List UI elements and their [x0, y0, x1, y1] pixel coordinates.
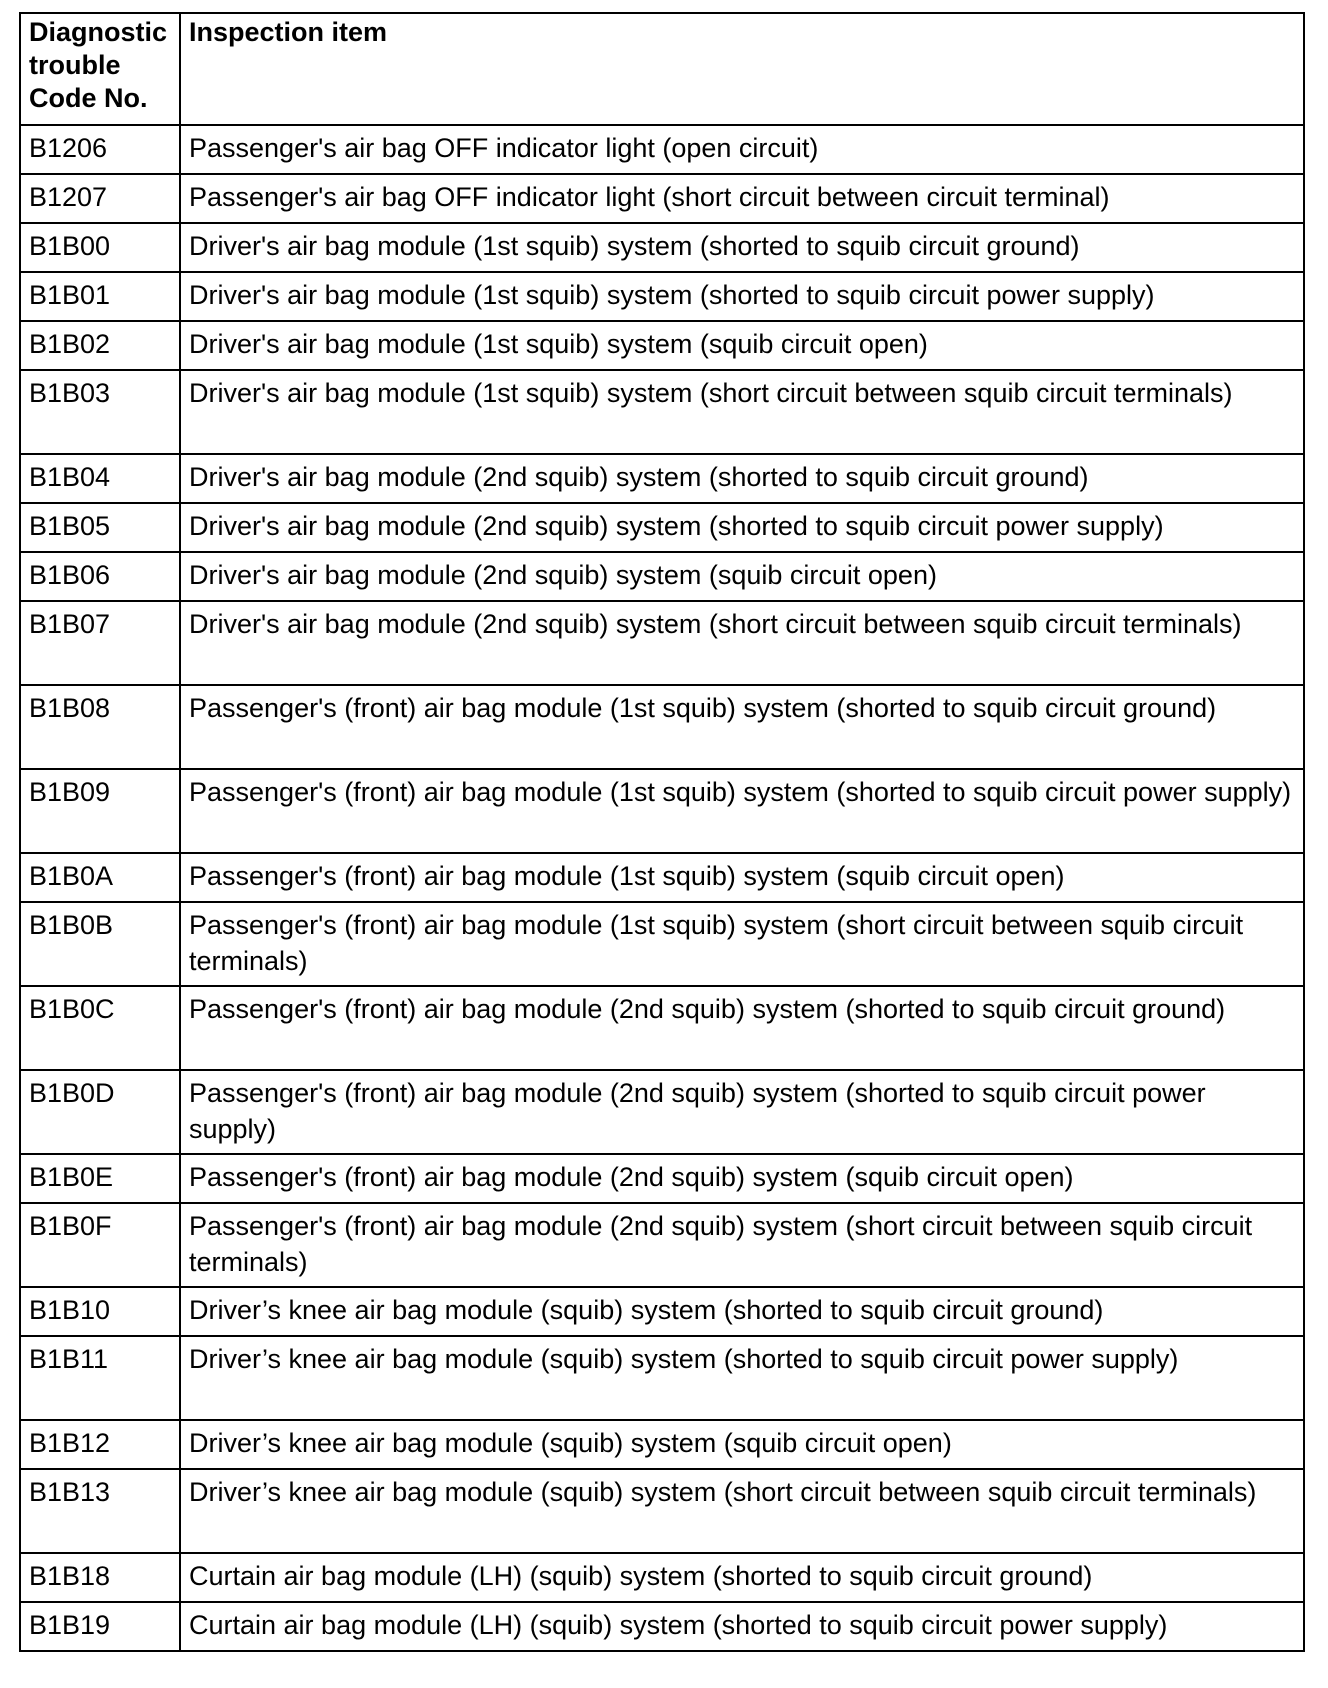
inspection-item: Driver’s knee air bag module (squib) system (shorted to squib circuit power supply)	[180, 1336, 1304, 1420]
table-row	[20, 321, 1304, 370]
table-row	[20, 986, 1304, 1070]
dtc-code: B1B0E	[20, 1154, 180, 1203]
inspection-item: Driver's air bag module (1st squib) system (squib circuit open)	[180, 321, 1304, 370]
dtc-code: B1B04	[20, 454, 180, 503]
inspection-item: Driver's air bag module (2nd squib) system (squib circuit open)	[180, 552, 1304, 601]
dtc-code: B1B08	[20, 685, 180, 769]
table-row	[20, 223, 1304, 272]
inspection-item: Driver's air bag module (1st squib) system (short circuit between squib circuit terminals)	[180, 370, 1304, 454]
dtc-code: B1B0B	[20, 902, 180, 986]
inspection-item: Passenger's (front) air bag module (2nd squib) system (short circuit between squib circuit terminals)	[180, 1203, 1304, 1287]
inspection-item: Driver's air bag module (2nd squib) system (short circuit between squib circuit terminals)	[180, 601, 1304, 685]
dtc-code: B1B0A	[20, 853, 180, 902]
dtc-code: B1B02	[20, 321, 180, 370]
table-row	[20, 552, 1304, 601]
dtc-code: B1B0D	[20, 1070, 180, 1154]
inspection-item: Passenger's (front) air bag module (2nd squib) system (shorted to squib circuit power supply)	[180, 1070, 1304, 1154]
inspection-item: Driver's air bag module (2nd squib) system (shorted to squib circuit ground)	[180, 454, 1304, 503]
dtc-code: B1B11	[20, 1336, 180, 1420]
inspection-item: Passenger's (front) air bag module (2nd squib) system (squib circuit open)	[180, 1154, 1304, 1203]
table-header-row	[20, 13, 1304, 125]
inspection-item: Driver's air bag module (1st squib) system (shorted to squib circuit ground)	[180, 223, 1304, 272]
inspection-item: Driver’s knee air bag module (squib) system (short circuit between squib circuit terminals)	[180, 1469, 1304, 1553]
dtc-code: B1B0C	[20, 986, 180, 1070]
header-code-no: Diagnostic trouble Code No.	[20, 13, 180, 125]
inspection-item: Driver’s knee air bag module (squib) system (squib circuit open)	[180, 1420, 1304, 1469]
dtc-table	[19, 12, 1305, 1652]
table-row	[20, 503, 1304, 552]
dtc-code: B1206	[20, 125, 180, 174]
dtc-code: B1B09	[20, 769, 180, 853]
inspection-item: Passenger's (front) air bag module (1st squib) system (squib circuit open)	[180, 853, 1304, 902]
dtc-code: B1B06	[20, 552, 180, 601]
table-row	[20, 853, 1304, 902]
table-row	[20, 1336, 1304, 1420]
inspection-item: Passenger's (front) air bag module (1st squib) system (shorted to squib circuit ground)	[180, 685, 1304, 769]
inspection-item: Driver's air bag module (1st squib) system (shorted to squib circuit power supply)	[180, 272, 1304, 321]
table-row	[20, 1287, 1304, 1336]
table-row	[20, 1203, 1304, 1287]
header-inspection-item: Inspection item	[180, 13, 1304, 125]
dtc-code: B1B01	[20, 272, 180, 321]
dtc-code: B1B00	[20, 223, 180, 272]
inspection-item: Passenger's (front) air bag module (1st squib) system (short circuit between squib circuit terminals)	[180, 902, 1304, 986]
table-row	[20, 1070, 1304, 1154]
table-row	[20, 174, 1304, 223]
table-row	[20, 1420, 1304, 1469]
inspection-item: Passenger's (front) air bag module (2nd squib) system (shorted to squib circuit ground)	[180, 986, 1304, 1070]
dtc-code: B1B0F	[20, 1203, 180, 1287]
inspection-item: Driver's air bag module (2nd squib) system (shorted to squib circuit power supply)	[180, 503, 1304, 552]
dtc-code: B1B03	[20, 370, 180, 454]
inspection-item: Curtain air bag module (LH) (squib) system (shorted to squib circuit ground)	[180, 1553, 1304, 1602]
table-row	[20, 272, 1304, 321]
inspection-item: Passenger's air bag OFF indicator light (short circuit between circuit terminal)	[180, 174, 1304, 223]
dtc-code: B1B18	[20, 1553, 180, 1602]
table-row	[20, 370, 1304, 454]
inspection-item: Driver’s knee air bag module (squib) system (shorted to squib circuit ground)	[180, 1287, 1304, 1336]
dtc-code: B1B12	[20, 1420, 180, 1469]
inspection-item: Curtain air bag module (LH) (squib) system (shorted to squib circuit power supply)	[180, 1602, 1304, 1651]
table-row	[20, 1602, 1304, 1651]
dtc-code: B1B19	[20, 1602, 180, 1651]
table-row	[20, 125, 1304, 174]
table-row	[20, 601, 1304, 685]
table-row	[20, 902, 1304, 986]
table-row	[20, 685, 1304, 769]
table-row	[20, 769, 1304, 853]
dtc-code: B1207	[20, 174, 180, 223]
table-row	[20, 1553, 1304, 1602]
table-row	[20, 1469, 1304, 1553]
table-row	[20, 454, 1304, 503]
inspection-item: Passenger's (front) air bag module (1st squib) system (shorted to squib circuit power supply)	[180, 769, 1304, 853]
dtc-code: B1B10	[20, 1287, 180, 1336]
dtc-code: B1B13	[20, 1469, 180, 1553]
dtc-code: B1B07	[20, 601, 180, 685]
table-row	[20, 1154, 1304, 1203]
inspection-item: Passenger's air bag OFF indicator light (open circuit)	[180, 125, 1304, 174]
dtc-code: B1B05	[20, 503, 180, 552]
